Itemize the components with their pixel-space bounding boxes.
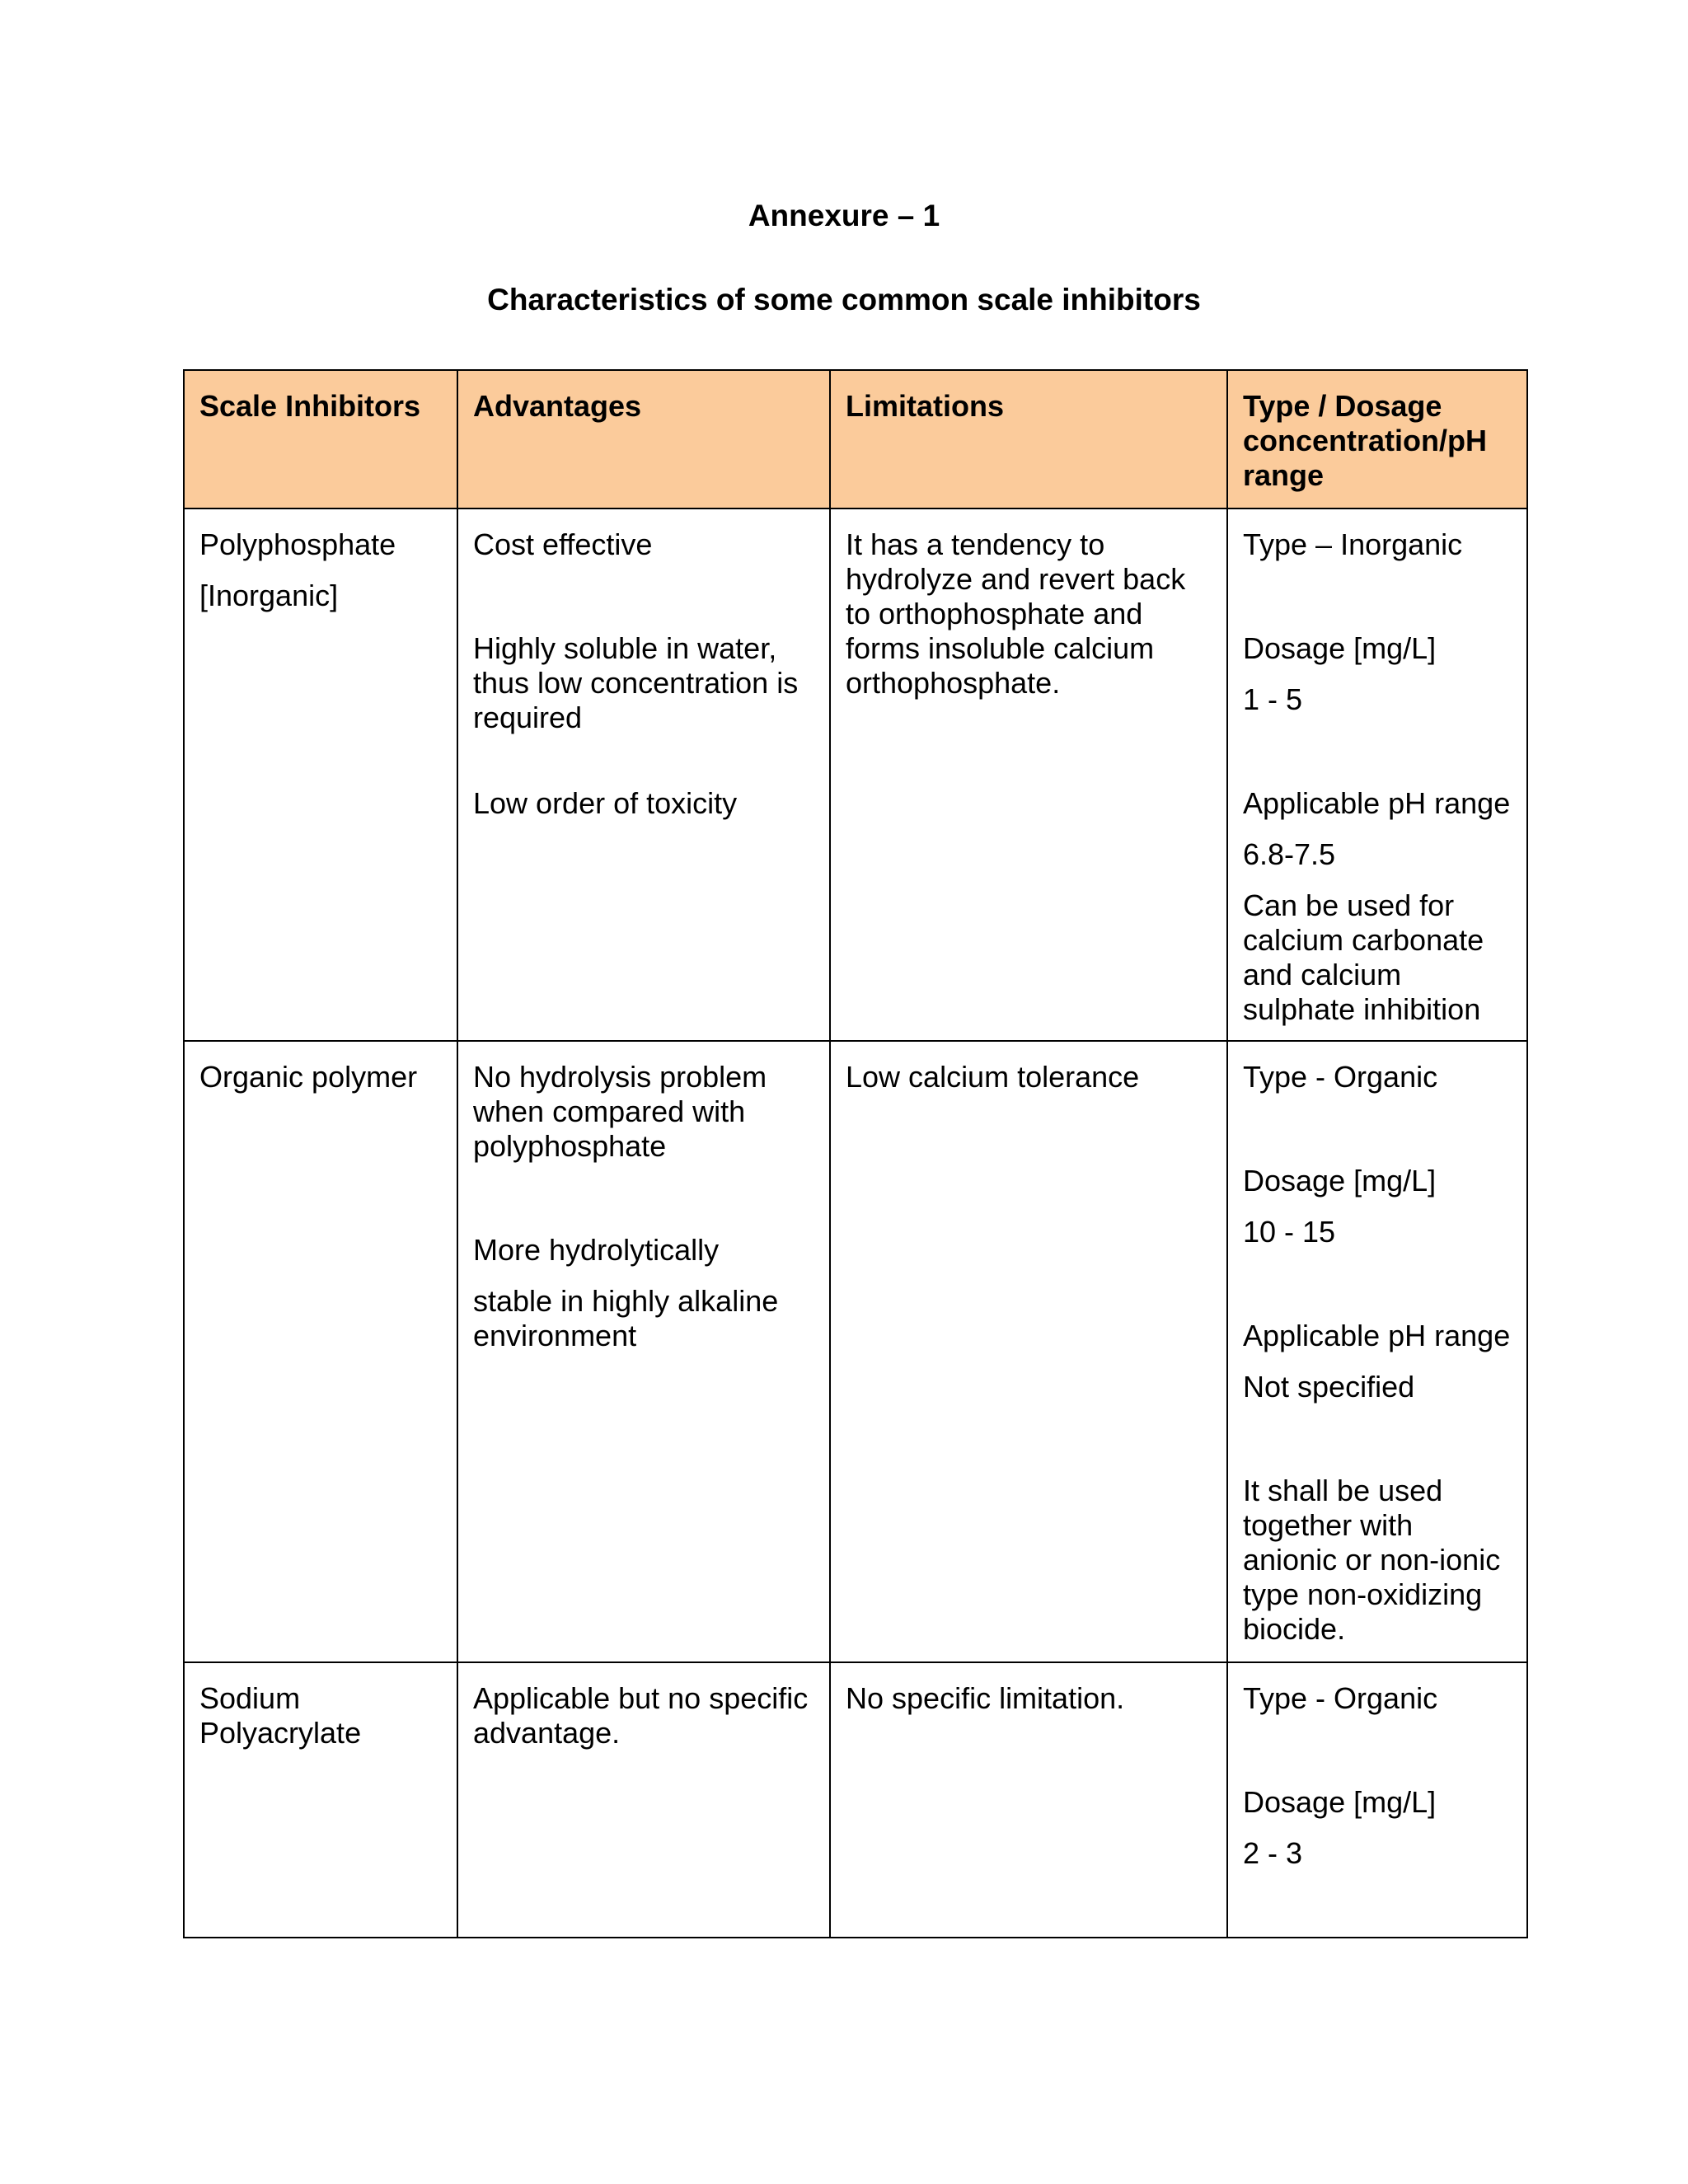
inhibitor-name: Polyphosphate: [199, 527, 396, 561]
dosage-label: Dosage [mg/L]: [1243, 1164, 1437, 1197]
dosage-value: 10 - 15: [1243, 1215, 1336, 1249]
table-row-polyphosphate: [184, 509, 1527, 1041]
ph-label: Applicable pH range: [1243, 786, 1511, 820]
table-row-sodium-polyacrylate: [184, 1662, 1527, 1938]
ph-value: Not specified: [1243, 1370, 1415, 1404]
usage-note: Can be used for calcium carbonate and calcium sulphate inhibition: [1243, 888, 1484, 1026]
cell-inhibitor: [184, 1041, 457, 1662]
cell-type-dosage: [1227, 1662, 1527, 1938]
dosage-value: 2 - 3: [1243, 1836, 1303, 1870]
ph-label: Applicable pH range: [1243, 1319, 1511, 1352]
ph-value: 6.8-7.5: [1243, 837, 1336, 871]
cell-advantages: [457, 1662, 830, 1938]
type-text: Type - Organic: [1243, 1681, 1438, 1715]
dosage-label: Dosage [mg/L]: [1243, 631, 1437, 665]
cell-inhibitor: [184, 509, 457, 1041]
cell-type-dosage: [1227, 509, 1527, 1041]
cell-advantages: [457, 1041, 830, 1662]
header-type-dosage-ph: Type / Dosage concentration/pH range: [1227, 370, 1527, 509]
cell-limitations: [830, 1041, 1227, 1662]
table-row-organic-polymer: [184, 1041, 1527, 1662]
annexure-heading: Annexure – 1: [748, 199, 940, 232]
header-scale-inhibitors: Scale Inhibitors: [184, 370, 457, 509]
advantage-item: More hydrolytically: [473, 1233, 720, 1267]
advantage-item: stable in highly alkaline environment: [473, 1284, 779, 1352]
inhibitor-name: Organic polymer: [199, 1060, 418, 1094]
advantage-item: Highly soluble in water, thus low concentration is required: [473, 631, 799, 734]
cell-advantages: [457, 509, 830, 1041]
cell-limitations: [830, 1662, 1227, 1938]
limitation-text: It has a tendency to hydrolyze and revert back to orthophosphate and forms insoluble calcium orthophosphate.: [846, 527, 1186, 700]
dosage-label: Dosage [mg/L]: [1243, 1785, 1437, 1819]
advantage-item: No hydrolysis problem when compared with polyphosphate: [473, 1060, 767, 1163]
header-advantages: Advantages: [457, 370, 830, 509]
dosage-value: 1 - 5: [1243, 682, 1303, 716]
usage-note: It shall be used together with anionic or non-ionic type non-oxidizing biocide.: [1243, 1474, 1501, 1646]
limitation-text: Low calcium tolerance: [846, 1060, 1140, 1094]
cell-type-dosage: [1227, 1041, 1527, 1662]
header-limitations: Limitations: [830, 370, 1227, 509]
advantage-item: Low order of toxicity: [473, 786, 738, 820]
cell-limitations: [830, 509, 1227, 1041]
document-title: Characteristics of some common scale inhibitors: [487, 283, 1201, 316]
scale-inhibitors-table: [183, 369, 1528, 1938]
inhibitor-class: [Inorganic]: [199, 579, 339, 612]
type-text: Type – Inorganic: [1243, 527, 1463, 561]
type-text: Type - Organic: [1243, 1060, 1438, 1094]
advantage-item: Applicable but no specific advantage.: [473, 1681, 809, 1750]
inhibitor-name: Sodium Polyacrylate: [199, 1681, 362, 1750]
cell-inhibitor: [184, 1662, 457, 1938]
advantage-item: Cost effective: [473, 527, 653, 561]
table-header-row: [184, 370, 1527, 509]
limitation-text: No specific limitation.: [846, 1681, 1125, 1715]
